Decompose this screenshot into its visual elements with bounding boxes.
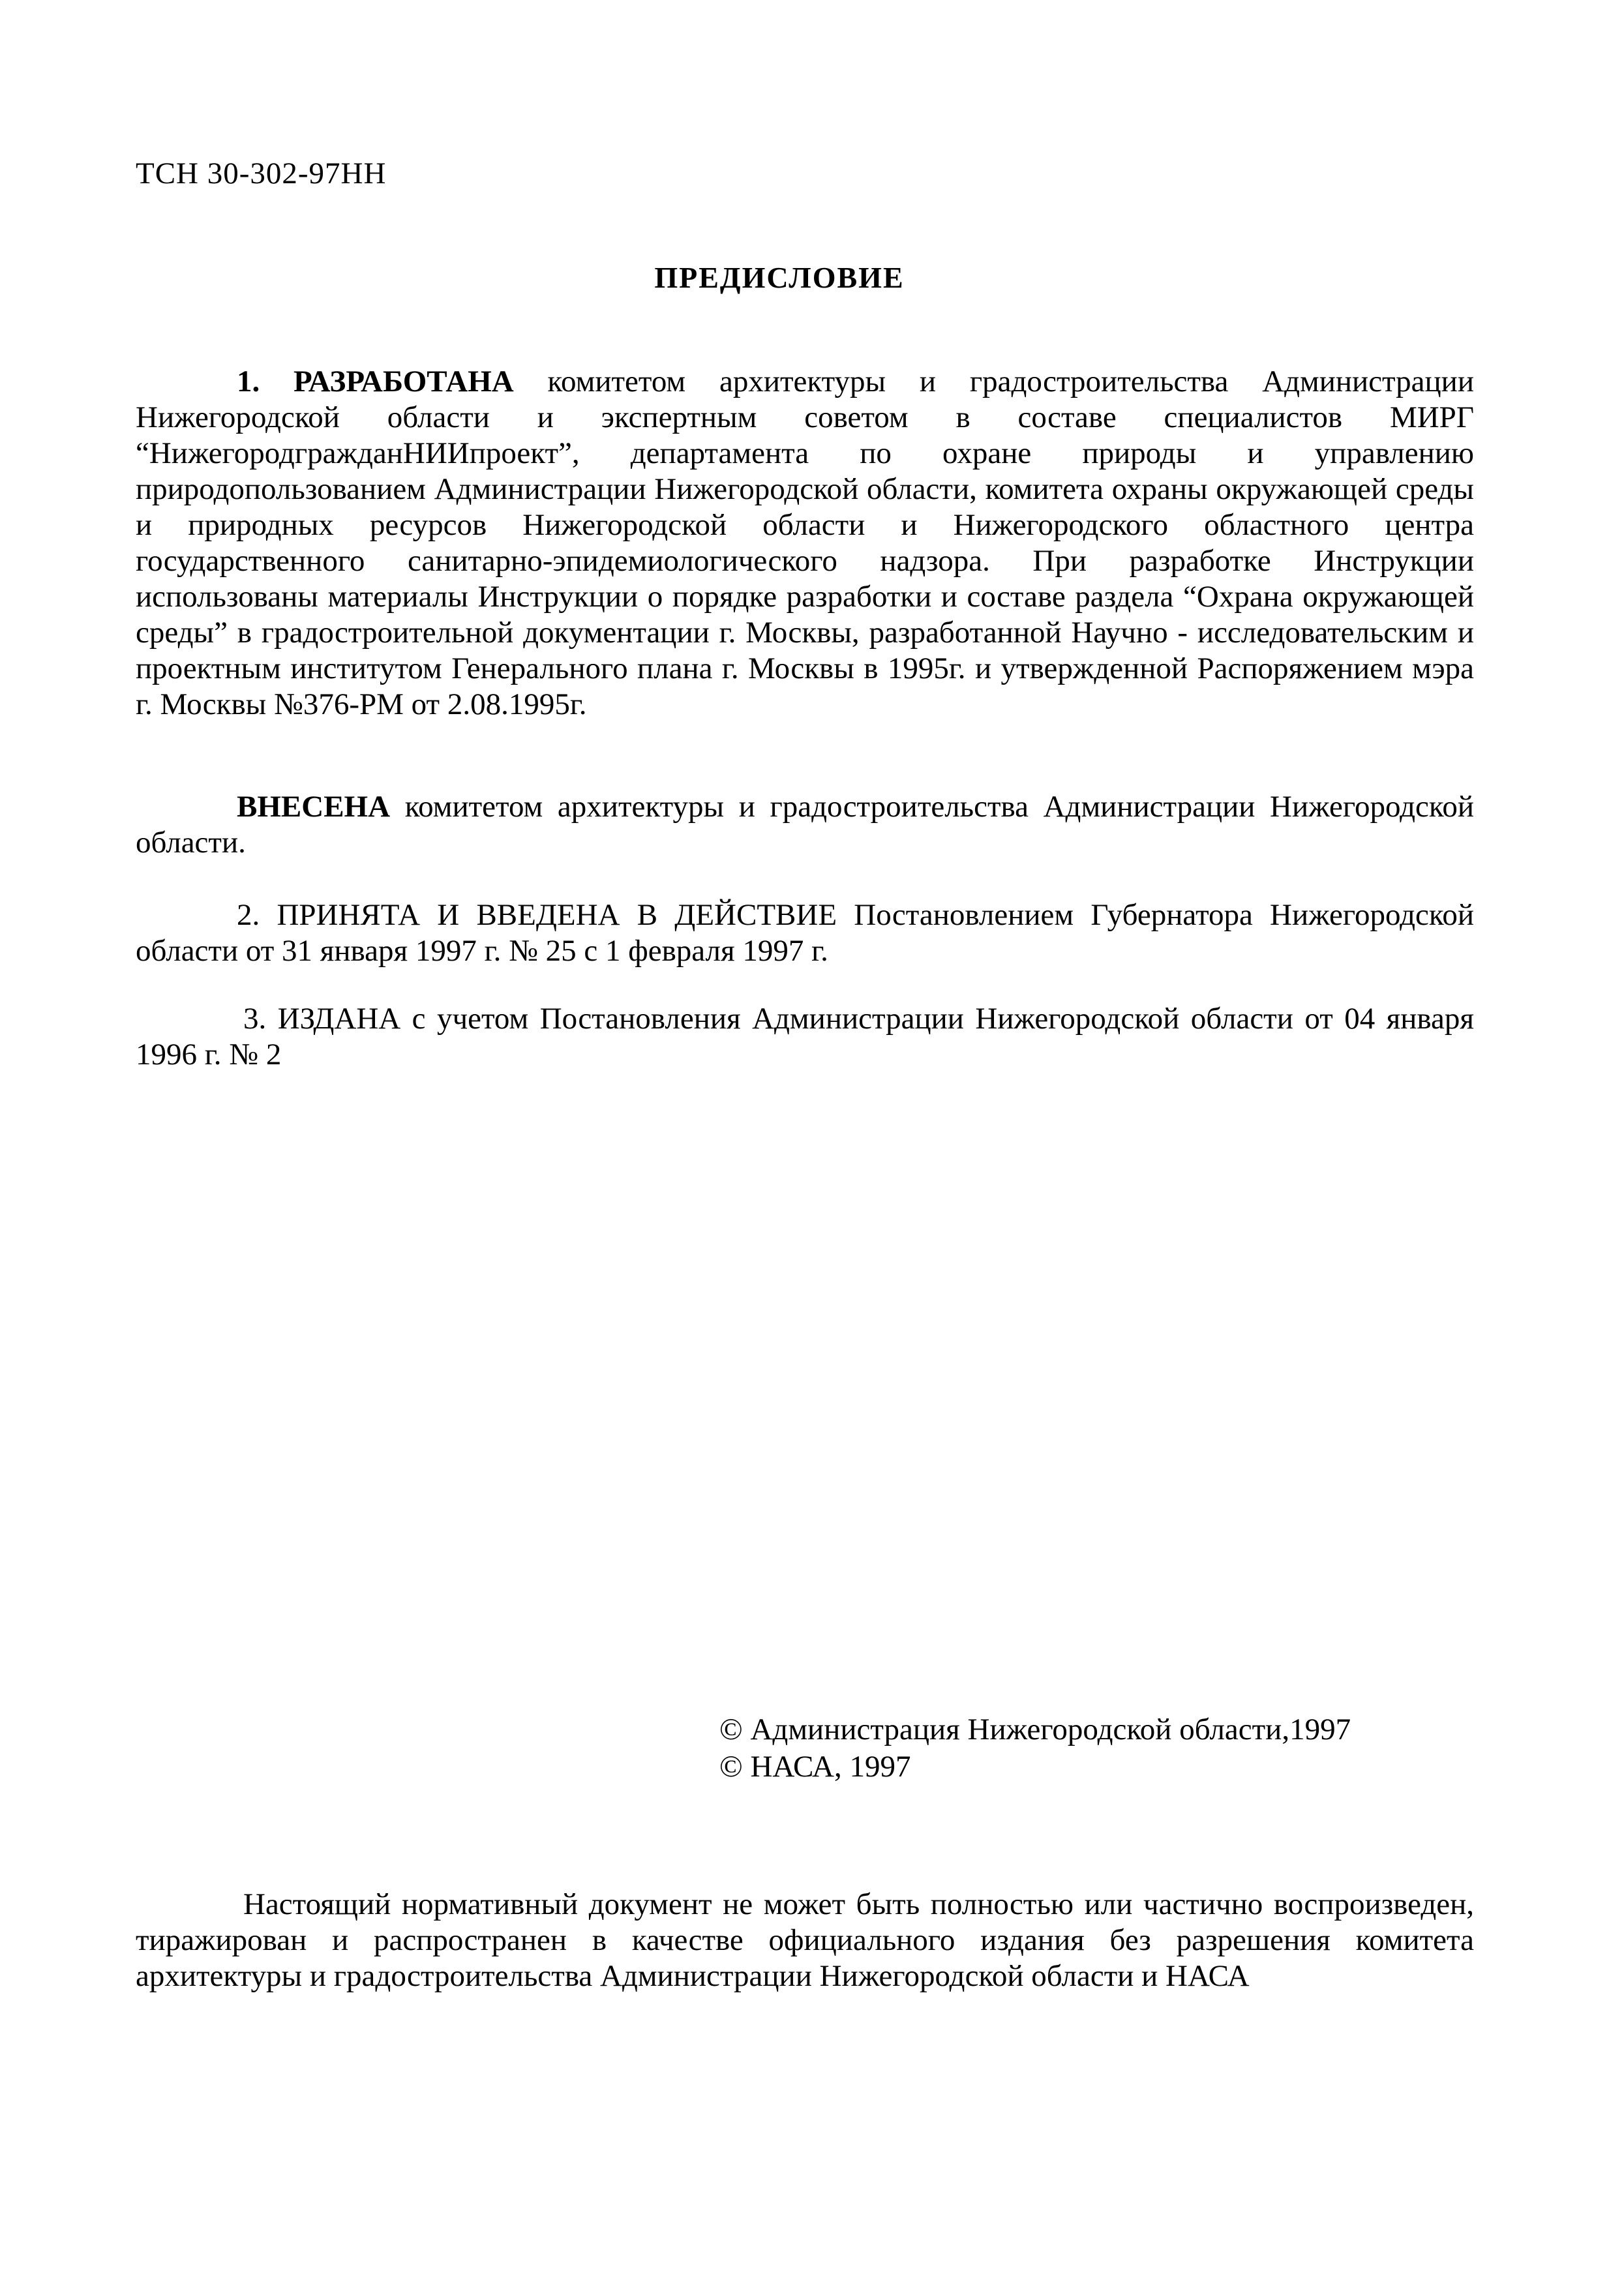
document-code: ТСН 30-302-97НН (136, 157, 387, 190)
developed-lead: 1. РАЗРАБОТАНА (237, 365, 514, 398)
paragraph-published (136, 1001, 1474, 1073)
copyright-administration: © Администрация Нижегородской области,1997 (719, 1713, 1351, 1746)
reproduction-notice: Настоящий нормативный документ не может быть полностью или частично воспроизведен, тиражирован и распространен в качестве официального издания без разрешения комитета архитектуры и градостроительства Администрации Нижегородской области и НАСА (136, 1887, 1474, 1993)
developed-text: комитетом архитектуры и градостроительства Администрации Нижегородской области и экспертным советом в составе специалистов МИРГ “НижегородгражданНИИпроект”, департамента по охране природы и управлению природопользованием Администрации Нижегородской области, комитета охраны окружающей среды и природных ресурсов Нижегородской области и Нижегородского областного центра государственного санитарно-эпидемиологического надзора. При разработке Инструкции использованы материалы Инструкции о порядке разработки и составе раздела “Охрана окружающей среды” в градостроительной документации г. Москвы, разработанной Научно - исследовательским и проектным институтом Генерального плана г. Москвы в 1995г. и утвержденной Распоряжением мэра г. Москвы №376-РМ от 2.08.1995г. (136, 365, 1474, 721)
adopted-text: 2. ПРИНЯТА И ВВЕДЕНА В ДЕЙСТВИЕ Постановлением Губернатора Нижегородской области от 31 января 1997 г. № 25 с 1 февраля 1997 г. (136, 898, 1474, 968)
paragraph-introduced (136, 789, 1474, 861)
published-text: 3. ИЗДАНА с учетом Постановления Администрации Нижегородской области от 04 января 1996 г. № 2 (136, 1002, 1474, 1071)
copyright-nasa: © НАСА, 1997 (719, 1750, 911, 1784)
paragraph-adopted (136, 897, 1474, 969)
page-title: ПРЕДИСЛОВИЕ (654, 261, 905, 294)
paragraph-developed (136, 364, 1474, 723)
introduced-text: комитетом архитектуры и градостроительства Администрации Нижегородской области. (136, 790, 1474, 860)
introduced-lead: ВНЕСЕНА (237, 790, 391, 824)
